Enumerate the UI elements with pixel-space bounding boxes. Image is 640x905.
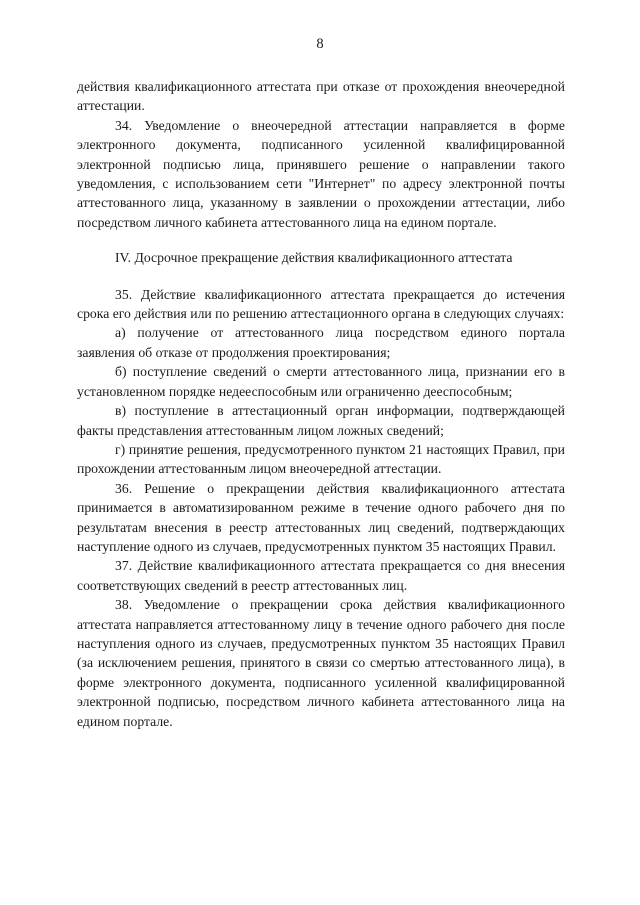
list-item-g: г) принятие решения, предусмотренного пунктом 21 настоящих Правил, при прохождении аттестованным лицом внеочередной аттестации. bbox=[77, 441, 565, 477]
paragraph-38: 38. Уведомление о прекращении срока действия квалификационного аттестата направляется аттестованному лицу в течение одного рабочего дня после наступления одного из случаев, предусмотренных пунктом 35 настоящих Правил (за исключением решения, принятого в связи со смертью аттестованного лица), в форме электронного документа, подписанного усиленной квалифицированной электронной подписью, посредством личного кабинета аттестованного лица на едином портале. bbox=[77, 597, 565, 729]
document-body bbox=[77, 77, 565, 731]
section-heading: IV. Досрочное прекращение действия квалификационного аттестата bbox=[115, 250, 513, 266]
page-number: 8 bbox=[316, 36, 324, 52]
paragraph-continuation: действия квалификационного аттестата при отказе от прохождения внеочередной аттестации. bbox=[77, 79, 565, 114]
paragraph-35: 35. Действие квалификационного аттестата прекращается до истечения срока его действия или по решению аттестационного органа в следующих случаях: bbox=[77, 286, 565, 322]
list-item-v: в) поступление в аттестационный орган информации, подтверждающей факты представления аттестованным лицом ложных сведений; bbox=[77, 403, 565, 438]
paragraph-34: 34. Уведомление о внеочередной аттестации направляется в форме электронного документа, подписанного усиленной квалифицированной электронной подписью лица, принявшего решение о направлении такого уведомления, с использованием сети "Интернет" по адресу электронной почты аттестованного лица, указанному в заявлении о прохождении аттестации, либо посредством личного кабинета аттестованного лица на едином портале. bbox=[77, 117, 565, 230]
list-item-a: а) получение от аттестованного лица посредством единого портала заявления об отказе от продолжения проектирования; bbox=[77, 325, 565, 360]
paragraph-36: 36. Решение о прекращении действия квалификационного аттестата принимается в автоматизированном режиме в течение одного рабочего дня по результатам внесения в реестр аттестованных лиц сведений, подтверждающих наступление одного из случаев, предусмотренных пунктом 35 настоящих Правил. bbox=[77, 480, 565, 554]
list-item-b: б) поступление сведений о смерти аттестованного лица, признании его в установленном порядке недееспособным или ограниченно дееспособным; bbox=[77, 364, 565, 399]
paragraph-37: 37. Действие квалификационного аттестата прекращается со дня внесения соответствующих сведений в реестр аттестованных лиц. bbox=[77, 558, 565, 593]
